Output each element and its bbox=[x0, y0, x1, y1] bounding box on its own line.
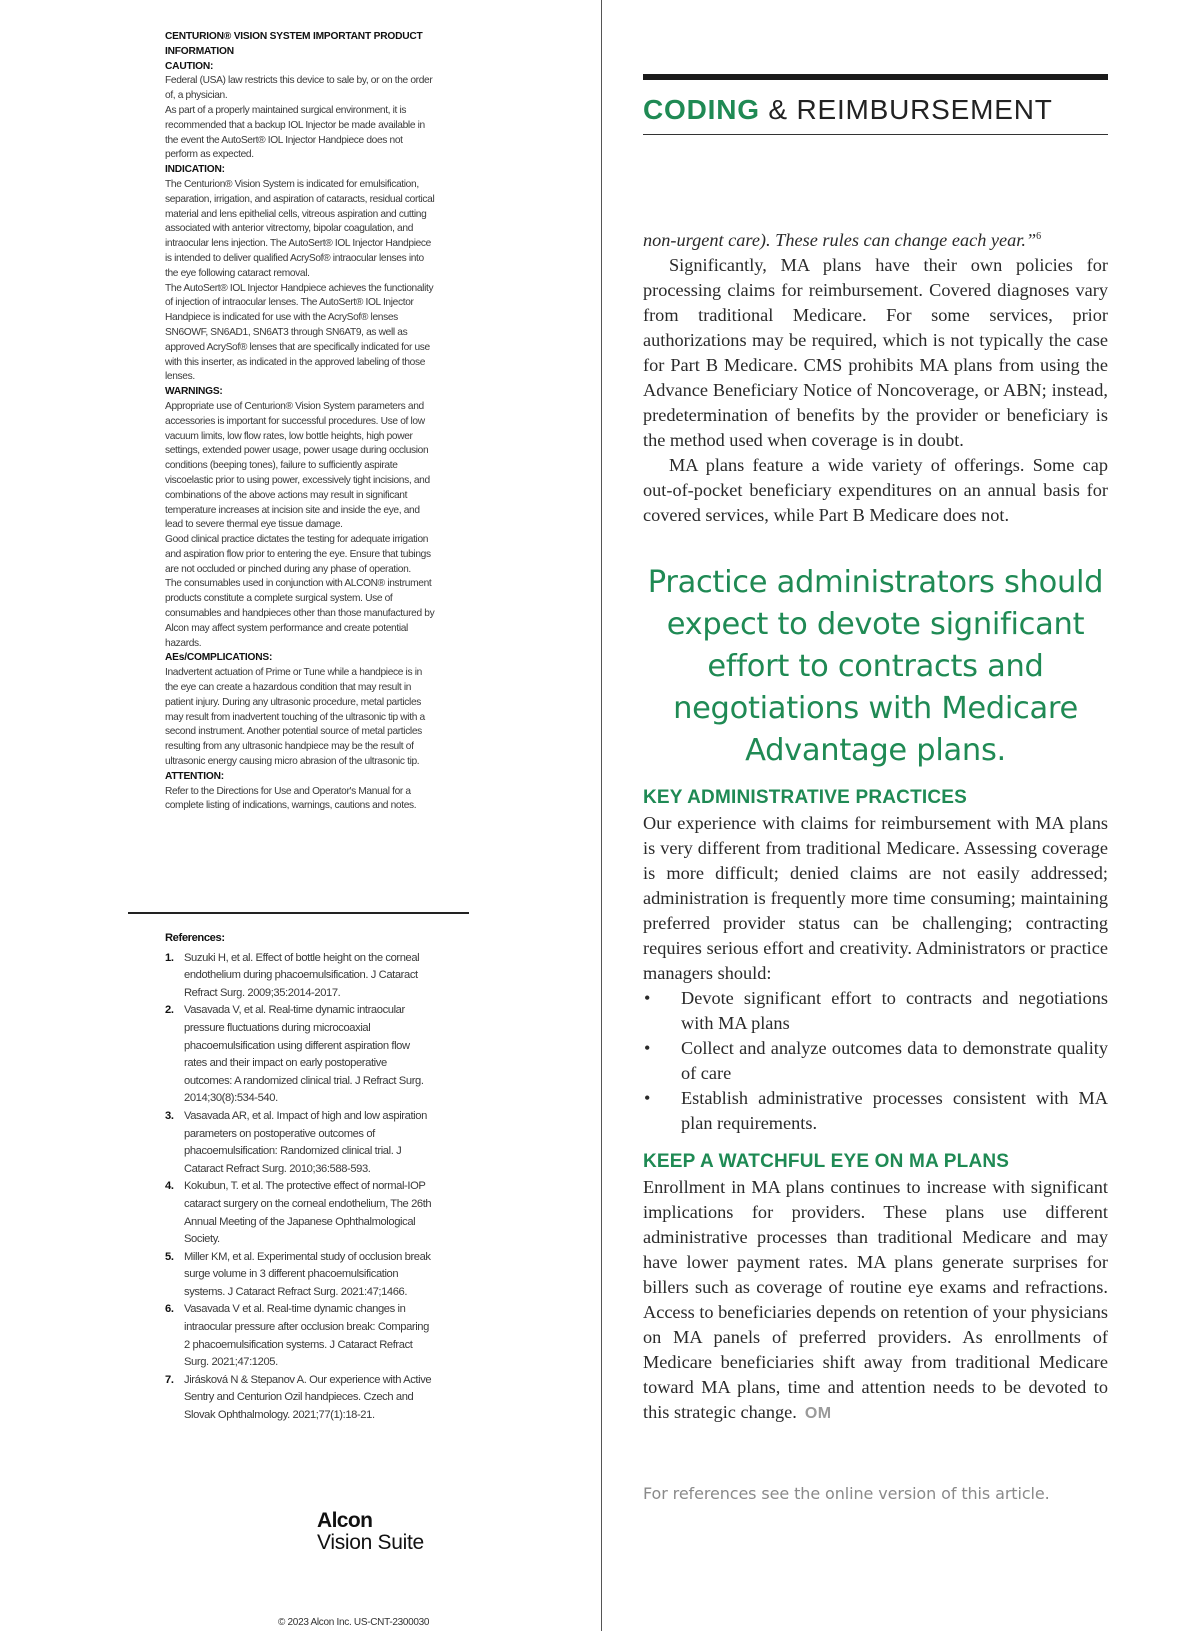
article-body-bottom bbox=[643, 785, 1108, 1426]
bullet-icon: • bbox=[644, 1088, 651, 1108]
paragraph: MA plans feature a wide variety of offerings. Some cap out-of-pocket beneficiary expenditures on an annual basis for covered services, while Part B Medicare does not. bbox=[643, 455, 1108, 525]
references-list bbox=[165, 950, 435, 1425]
header-thick-rule bbox=[643, 74, 1108, 80]
list-item: • Establish administrative processes consistent with MA plan requirements. bbox=[644, 1088, 1108, 1133]
reference-item: 3. Vasavada AR, et al. Impact of high and low aspiration parameters on postoperative outcomes of phacoemulsification: Randomized clinical trial. J Cataract Refract Surg. 2010;36:588-593. bbox=[165, 1109, 427, 1175]
subheading-key-practices: KEY ADMINISTRATIVE PRACTICES bbox=[643, 787, 968, 808]
caution-text-1: Federal (USA) law restricts this device to sale by, or on the order of, a physician. bbox=[165, 75, 433, 102]
paragraph-continued: non-urgent care). These rules can change each year.”$^6$ bbox=[643, 230, 1042, 250]
column-divider bbox=[601, 0, 602, 1631]
reference-item: 1. Suzuki H, et al. Effect of bottle height on the corneal endothelium during phacoemulsification. J Cataract Refract Surg. 2009;35:2014-2017. bbox=[165, 951, 420, 999]
article-body-top bbox=[643, 228, 1108, 528]
copyright: © 2023 Alcon Inc. US-CNT-2300030 bbox=[278, 1617, 430, 1628]
section-header bbox=[643, 74, 1108, 135]
product-info-title: CENTURION® VISION SYSTEM IMPORTANT PRODUCT INFORMATION bbox=[165, 31, 423, 57]
warnings-text-3: The consumables used in conjunction with ALCON® instrument products constitute a complete surgical system. Use of consumables and handpieces other than those manufactured by Alcon may affect system performance and create potential hazards. bbox=[165, 578, 435, 649]
pull-quote: Practice administrators should expect to devote significant effort to contracts and negotiations with Medicare Advantage plans. bbox=[647, 565, 1104, 768]
reference-item: 4. Kokubun, T. et al. The protective effect of normal-IOP cataract surgery on the corneal endothelium, The 26th Annual Meeting of the Japanese Ophthalmological Society. bbox=[165, 1180, 432, 1246]
bullet-icon: • bbox=[644, 1038, 651, 1058]
caution-heading: CAUTION: bbox=[165, 60, 214, 72]
references-title: References: bbox=[165, 932, 225, 944]
section-title bbox=[643, 92, 1108, 128]
warnings-heading: WARNINGS: bbox=[165, 386, 223, 398]
important-product-information bbox=[165, 30, 435, 814]
attention-text: Refer to the Directions for Use and Operator's Manual for a complete listing of indications, warnings, cautions and notes. bbox=[165, 785, 417, 812]
paragraph: Significantly, MA plans have their own policies for processing claims for reimbursement. Covered diagnoses vary from traditional Medicare. For some services, prior authorizations may be required, which is not typically the case for Part B Medicare. CMS prohibits MA plans from using the Advance Beneficiary Notice of Noncoverage, or ABN; instead, predetermination of benefits by the provider or beneficiary is the method used when coverage is in doubt. bbox=[643, 255, 1108, 450]
references-note: For references see the online version of this article. bbox=[643, 1484, 1050, 1503]
logo-suite: Vision Suite bbox=[317, 1531, 424, 1554]
indication-text-1: The Centurion® Vision System is indicated for emulsification, separation, irrigation, and aspiration of cataracts, residual cortical material and lens epithelial cells, vitreous aspiration and cutting associated with anterior vitrectomy, bipolar coagulation, and intraocular lens injection. The AutoSert® IOL Injector Handpiece is intended to deliver qualified AcrySof® intraocular lenses into the eye following cataract removal. bbox=[165, 178, 435, 279]
footnote-ref: 6 bbox=[1036, 230, 1042, 242]
subheading-watchful-eye: KEEP A WATCHFUL EYE ON MA PLANS bbox=[643, 1151, 1010, 1172]
paragraph: Our experience with claims for reimbursement with MA plans is very different from traditional Medicare. Assessing coverage is more difficult; denied claims are not easily addressed; administration is frequently more time consuming; maintaining preferred provider status can be challenging; contracting requires serious effort and creativity. Administrators or practice managers should: bbox=[643, 813, 1108, 983]
paragraph: Enrollment in MA plans continues to increase with significant implications for providers. These plans use different administrative processes than traditional Medicare and may have lower payment rates. MA plans generate surprises for billers such as coverage of routine eye exams and refractions. Access to beneficiaries depends on retention of your physicians on MA panels of preferred providers. As enrollments of Medicare beneficiaries shift away from traditional Medicare toward MA plans, time and attention needs to be devoted to this strategic change. OM bbox=[643, 1177, 1109, 1422]
reference-item: 7. Jirásková N & Stepanov A. Our experience with Active Sentry and Centurion Ozil handpieces. Czech and Slovak Ophthalmology. 2021;77(1):18-21. bbox=[165, 1373, 432, 1422]
warnings-text-2: Good clinical practice dictates the testing for adequate irrigation and aspiration flow prior to entering the eye. Ensure that tubings are not occluded or pinched during any phase of operation. bbox=[165, 534, 431, 575]
practices-list bbox=[643, 986, 1108, 1136]
left-divider-rule bbox=[128, 912, 469, 914]
aes-heading: AEs/COMPLICATIONS: bbox=[165, 652, 273, 664]
references-section bbox=[165, 930, 435, 1425]
reference-item: 2. Vasavada V, et al. Real-time dynamic intraocular pressure fluctuations during microcoaxial phacoemulsification using different aspiration flow rates and their impact on early postoperative outcomes: A randomized clinical trial. J Refract Surg. 2014;30(8):534-540. bbox=[165, 1004, 424, 1105]
reference-item: 5. Miller KM, et al. Experimental study of occlusion break surge volume in 3 different phacoemulsification systems. J Cataract Refract Surg. 2021:47;1466. bbox=[165, 1250, 431, 1298]
logo-brand: Alcon bbox=[317, 1509, 373, 1532]
section-title-accent: CODING bbox=[643, 94, 760, 125]
indication-text-2: The AutoSert® IOL Injector Handpiece achieves the functionality of injection of intraocular lenses. The AutoSert® IOL Injector Handpiece is indicated for use with the AcrySof® lenses SN6OWF, SN6AD1, SN6AT3 through SN6AT9, as well as approved AcrySof® lenses that are specifically indicated for use with this inserter, as indicated in the approved labeling of those lenses. bbox=[165, 282, 434, 383]
bullet-icon: • bbox=[644, 988, 651, 1008]
list-item: • Devote significant effort to contracts and negotiations with MA plans bbox=[644, 988, 1108, 1033]
aes-text: Inadvertent actuation of Prime or Tune while a handpiece is in the eye can create a hazardous condition that may result in patient injury. During any ultrasonic procedure, metal particles may result from inadvertent touching of the ultrasonic tip with a second instrument. Another potential source of metal particles resulting from any ultrasonic handpiece may be the result of ultrasonic energy causing micro abrasion of the ultrasonic tip. bbox=[165, 667, 425, 768]
alcon-vision-suite-logo bbox=[317, 1510, 424, 1554]
list-item: • Collect and analyze outcomes data to demonstrate quality of care bbox=[644, 1038, 1108, 1083]
header-thin-rule bbox=[643, 134, 1108, 135]
end-mark: OM bbox=[804, 1405, 832, 1422]
warnings-text-1: Appropriate use of Centurion® Vision System parameters and accessories is important for successful procedures. Use of low vacuum limits, low flow rates, low bottle heights, high power settings, extended power usage, power usage during occlusion conditions (beeping tones), failure to sufficiently aspirate viscoelastic prior to using power, excessively tight incisions, and combinations of the above actions may result in significant temperature increases at incision site and inside the eye, and lead to severe thermal eye tissue damage. bbox=[165, 400, 430, 531]
indication-heading: INDICATION: bbox=[165, 164, 225, 176]
attention-heading: ATTENTION: bbox=[165, 770, 224, 782]
section-title-rest: & REIMBURSEMENT bbox=[759, 94, 1053, 125]
reference-item: 6. Vasavada V et al. Real-time dynamic changes in intraocular pressure after occlusion break: Comparing 2 phacoemulsification systems. J Cataract Refract Surg. 2021;47:1205. bbox=[165, 1303, 429, 1369]
caution-text-2: As part of a properly maintained surgical environment, it is recommended that a backup IOL Injector be made available in the event the AutoSert® IOL Injector Handpiece does not perform as expected. bbox=[165, 104, 425, 161]
